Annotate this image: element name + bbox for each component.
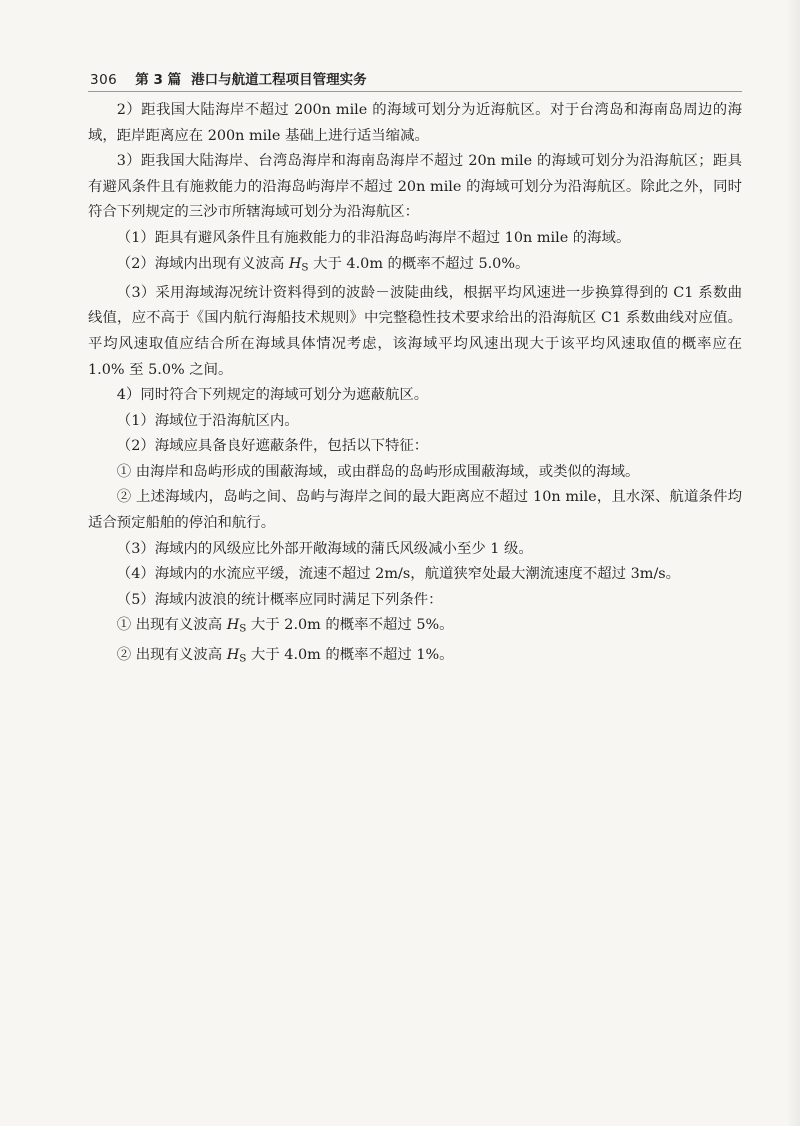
subscript-s: S (239, 652, 247, 665)
text-run: 大于 4.0m 的概率不超过 5.0%。 (308, 255, 530, 272)
paragraph: （3）采用海域海况统计资料得到的波龄－波陡曲线，根据平均风速进一步换算得到的 C1 系数曲线值，应不高于《国内航行海船技术规则》中完整稳性技术要求给出的沿海航区 C1 系数曲线对应值。平均风速取值应结合所在海域具体情况考虑，该海域平均风速出现大于该平均风速取值的概率应在 1.0% 至 5.0% 之间。 (88, 284, 742, 378)
paragraph (88, 643, 742, 672)
chapter-title: 港口与航道工程项目管理实务 (191, 72, 367, 88)
text-run: 大于 2.0m 的概率不超过 5%。 (246, 617, 454, 634)
paragraph: （5）海域内波浪的统计概率应同时满足下列条件： (116, 591, 443, 608)
chapter-label: 第 3 篇 (135, 72, 182, 88)
text-run: 大于 4.0m 的概率不超过 1%。 (246, 646, 454, 663)
text-run: ② 出现有义波高 (116, 646, 227, 663)
subscript-s: S (239, 623, 247, 636)
paragraph: 3）距我国大陆海岸、台湾岛海岸和海南岛海岸不超过 20n mile 的海域可划分为沿海航区；距具有避风条件且有施救能力的沿海岛屿海岸不超过 20n mile 的海域可划分为沿海航区。除此之外，同时符合下列规定的三沙市所辖海域可划分为沿海航区： (88, 153, 742, 221)
variable-h: H (288, 255, 302, 272)
body-text (88, 98, 742, 672)
paragraph: ② 上述海域内，岛屿之间、岛屿与海岸之间的最大距离应不超过 10n mile，且水深、航道条件均适合预定船舶的停泊和航行。 (88, 489, 742, 532)
running-header (90, 62, 740, 88)
variable-h: H (226, 646, 240, 663)
paragraph: 4）同时符合下列规定的海域可划分为遮蔽航区。 (116, 387, 429, 404)
page-number: 306 (90, 72, 118, 88)
paragraph (88, 252, 742, 281)
paragraph: 2）距我国大陆海岸不超过 200n mile 的海域可划分为近海航区。对于台湾岛和海南岛周边的海域，距岸距离应在 200n mile 基础上进行适当缩减。 (88, 102, 742, 144)
page-edge-shadow (786, 0, 800, 1126)
text-run: （2）海域内出现有义波高 (116, 255, 289, 272)
paragraph: （1）距具有避风条件且有施救能力的非沿海岛屿海岸不超过 10n mile 的海域。 (116, 229, 631, 246)
paragraph: （3）海域内的风级应比外部开敞海域的蒲氏风级减小至少 1 级。 (116, 540, 533, 557)
subscript-s: S (301, 261, 309, 274)
paragraph: （4）海域内的水流应平缓，流速不超过 2m/s，航道狭窄处最大潮流速度不超过 3m/s。 (116, 566, 681, 583)
paragraph: （2）海域应具备良好遮蔽条件，包括以下特征： (116, 438, 429, 455)
text-run: ① 出现有义波高 (116, 617, 227, 634)
paragraph: ① 由海岸和岛屿形成的围蔽海域，或由群岛的岛屿形成围蔽海域，或类似的海域。 (116, 463, 640, 480)
header-divider (88, 91, 742, 92)
variable-h: H (226, 617, 240, 634)
paragraph (88, 613, 742, 642)
paragraph: （1）海域位于沿海航区内。 (116, 412, 299, 429)
